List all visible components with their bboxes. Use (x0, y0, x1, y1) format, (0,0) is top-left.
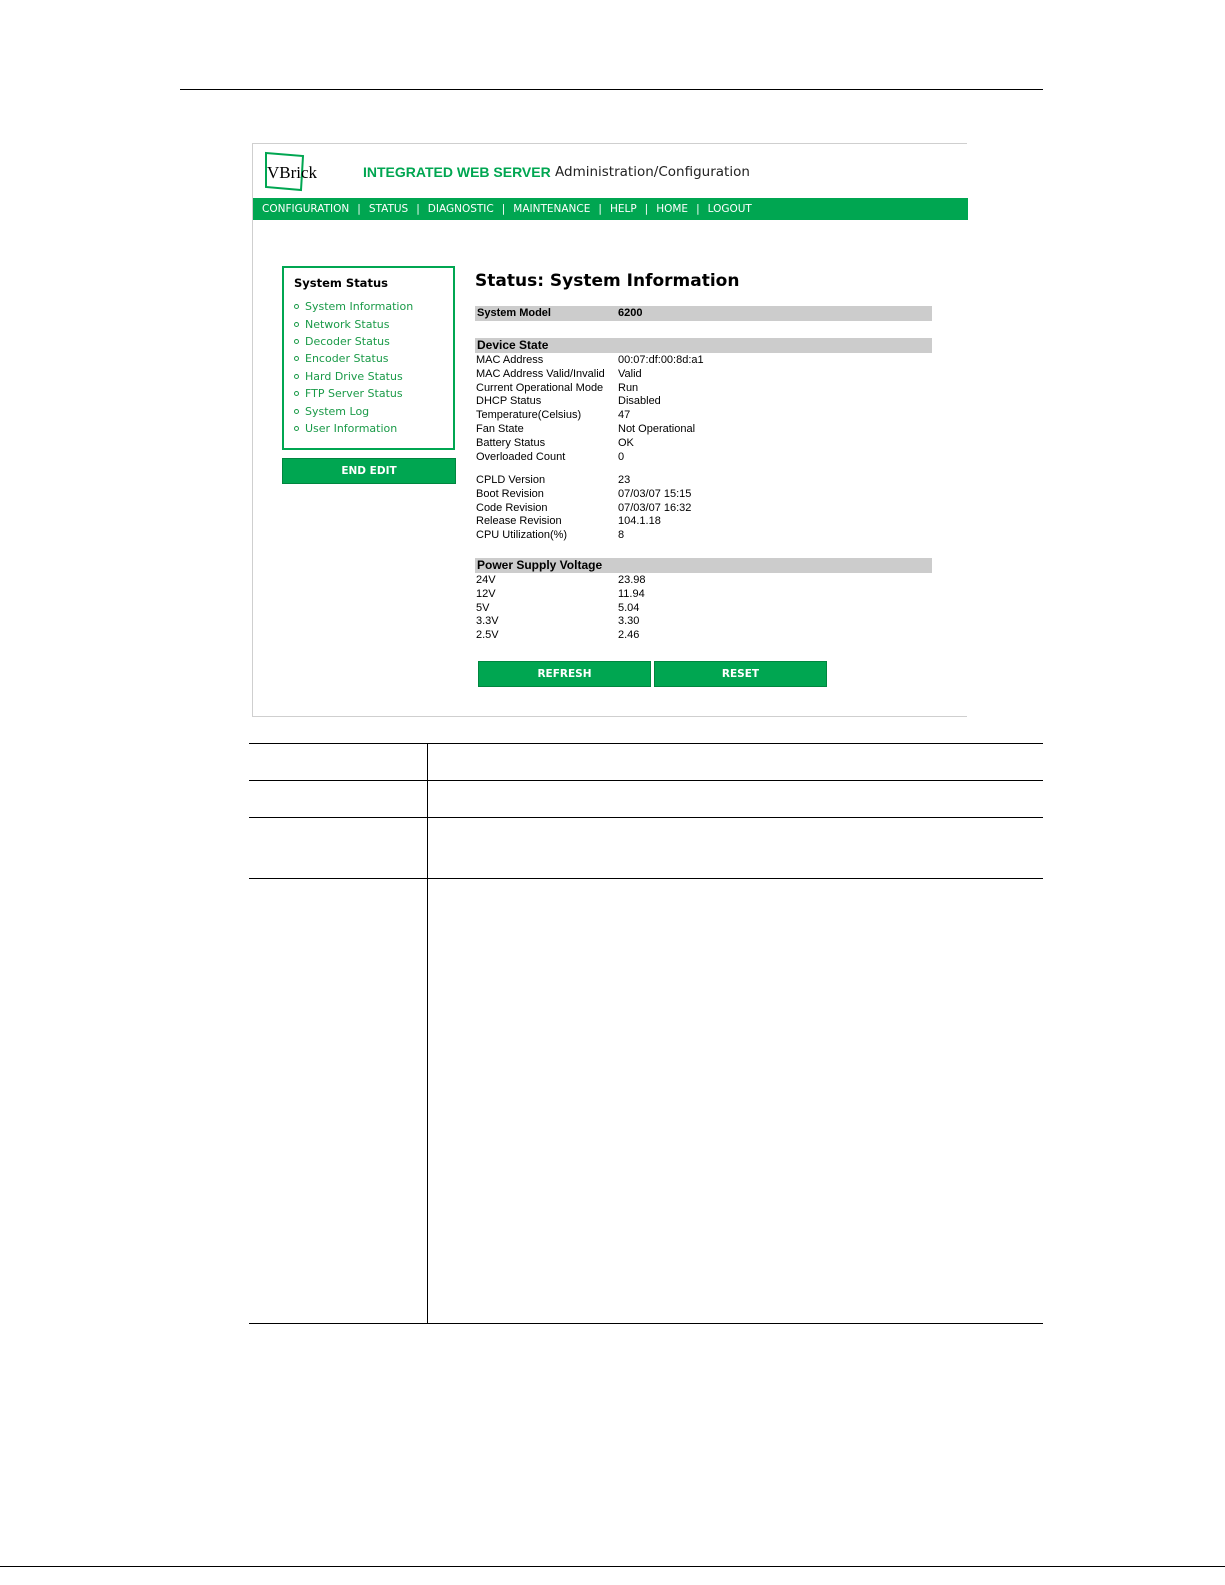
version-row (475, 529, 932, 543)
row-label: MAC Address Valid/Invalid (476, 367, 605, 380)
row-label: 12V (476, 587, 496, 600)
sidebar-panel (282, 266, 455, 450)
version-row (475, 502, 932, 516)
bullet-icon (294, 322, 299, 327)
table-rule (249, 743, 1043, 744)
sidebar-item-label: Network Status (305, 317, 390, 331)
end-edit-button[interactable]: END EDIT (282, 458, 456, 484)
table-rule (249, 878, 1043, 879)
device-state-header (475, 338, 932, 353)
nav-status[interactable]: STATUS (368, 203, 409, 215)
row-label: 5V (476, 601, 490, 614)
row-label: MAC Address (476, 354, 544, 366)
power-supply-row (475, 602, 932, 616)
nav-separator: | (501, 203, 506, 215)
row-value: 3.30 (618, 615, 640, 628)
row-value: 23 (618, 474, 631, 486)
power-supply-row (475, 629, 932, 643)
sidebar-item-label: FTP Server Status (305, 387, 403, 401)
sidebar-item-decoder-status[interactable] (294, 333, 413, 350)
sidebar-item-label: Encoder Status (305, 352, 389, 366)
row-value: 5.04 (618, 601, 640, 614)
top-nav (262, 198, 752, 220)
device-state-list (475, 354, 932, 464)
power-supply-list (475, 574, 932, 643)
nav-separator: | (696, 203, 700, 215)
bullet-icon (294, 374, 299, 379)
sidebar-item-hard-drive-status[interactable] (294, 368, 413, 385)
row-label: 2.5V (476, 629, 499, 642)
row-label: Fan State (476, 422, 524, 435)
sidebar-item-network-status[interactable] (294, 315, 413, 332)
system-model-bar (475, 306, 932, 321)
top-nav-bar (253, 198, 968, 220)
row-value: 8 (618, 529, 625, 542)
row-label: Battery Status (476, 436, 546, 449)
sidebar-item-label: Hard Drive Status (305, 369, 403, 383)
row-label: Boot Revision (476, 487, 544, 500)
nav-maintenance[interactable]: MAINTENANCE (513, 203, 591, 215)
device-state-row (475, 451, 932, 465)
device-state-row (475, 409, 932, 423)
row-label: Overloaded Count (476, 450, 566, 463)
bullet-icon (294, 356, 299, 361)
row-label: DHCP Status (476, 395, 542, 408)
device-state-row (475, 395, 932, 409)
row-value: Disabled (618, 395, 661, 408)
sidebar-item-label: Decoder Status (305, 334, 390, 348)
app-subtitle: Administration/Configuration (555, 164, 750, 180)
device-state-row (475, 354, 932, 368)
device-state-row (475, 423, 932, 437)
power-supply-title: Power Supply Voltage (477, 558, 603, 572)
sidebar-item-ftp-server-status[interactable] (294, 385, 413, 402)
nav-separator: | (598, 203, 602, 215)
nav-separator: | (416, 203, 420, 215)
page-title: Status: System Information (475, 271, 740, 291)
row-value: OK (618, 436, 634, 449)
power-supply-row (475, 615, 932, 629)
web-admin-screenshot (252, 143, 967, 717)
power-supply-row (475, 588, 932, 602)
bullet-icon (294, 391, 299, 396)
device-state-title: Device State (477, 338, 549, 352)
version-row (475, 474, 932, 488)
row-label: Current Operational Mode (476, 381, 604, 394)
row-value: Run (618, 381, 639, 394)
vbrick-logo (263, 150, 319, 192)
row-label: 3.3V (476, 615, 499, 628)
row-value: 23.98 (618, 574, 646, 586)
system-model-value: 6200 (618, 307, 643, 319)
sidebar-title: System Status (294, 276, 388, 290)
app-header (253, 144, 968, 198)
device-state-row (475, 382, 932, 396)
row-value: 2.46 (618, 629, 640, 642)
row-value: 104.1.18 (618, 515, 661, 528)
table-rule (249, 1323, 1043, 1324)
sidebar-item-system-information[interactable] (294, 298, 413, 315)
system-model-label: System Model (477, 307, 551, 319)
nav-logout[interactable]: LOGOUT (707, 203, 752, 215)
sidebar-item-label: System Information (305, 300, 414, 314)
power-supply-row (475, 574, 932, 588)
app-title: INTEGRATED WEB SERVER (363, 164, 551, 180)
row-label: Code Revision (476, 501, 548, 514)
nav-diagnostic[interactable]: DIAGNOSTIC (427, 203, 494, 215)
device-state-row (475, 437, 932, 451)
bullet-icon (294, 409, 299, 414)
row-label: Release Revision (476, 515, 562, 528)
sidebar-item-label: System Log (305, 404, 370, 418)
bullet-icon (294, 339, 299, 344)
refresh-button[interactable]: REFRESH (478, 661, 651, 687)
sidebar-item-encoder-status[interactable] (294, 350, 413, 367)
version-list (475, 474, 932, 543)
table-column-divider (427, 743, 428, 1324)
row-value: 07/03/07 16:32 (618, 501, 692, 514)
table-rule (249, 780, 1043, 781)
row-label: Temperature(Celsius) (476, 409, 582, 422)
power-supply-header (475, 558, 932, 573)
sidebar-item-system-log[interactable] (294, 402, 413, 419)
row-value: 00:07:df:00:8d:a1 (618, 354, 704, 366)
device-state-row (475, 368, 932, 382)
version-row (475, 515, 932, 529)
bullet-icon (294, 426, 299, 431)
nav-home[interactable]: HOME (656, 203, 689, 215)
page-header-rule (180, 89, 1043, 90)
row-value: 11.94 (618, 587, 645, 600)
nav-configuration[interactable]: CONFIGURATION (262, 203, 350, 215)
row-value: 47 (618, 409, 631, 422)
bullet-icon (294, 304, 299, 309)
document-table (249, 743, 1043, 1324)
row-label: 24V (476, 574, 496, 586)
sidebar-item-label: User Information (305, 421, 398, 435)
reset-button[interactable]: RESET (654, 661, 827, 687)
row-value: 0 (618, 450, 625, 463)
nav-separator: | (644, 203, 649, 215)
row-label: CPU Utilization(%) (476, 529, 568, 542)
page-footer-rule (0, 1566, 1225, 1567)
table-rule (249, 817, 1043, 818)
svg-text:VBrick: VBrick (267, 163, 318, 182)
nav-help[interactable]: HELP (609, 203, 637, 215)
row-label: CPLD Version (476, 474, 546, 486)
nav-separator: | (357, 203, 361, 215)
sidebar-menu (294, 298, 413, 437)
version-row (475, 488, 932, 502)
row-value: Not Operational (618, 422, 696, 435)
row-value: 07/03/07 15:15 (618, 487, 692, 500)
sidebar-item-user-information[interactable] (294, 420, 413, 437)
row-value: Valid (618, 367, 642, 380)
